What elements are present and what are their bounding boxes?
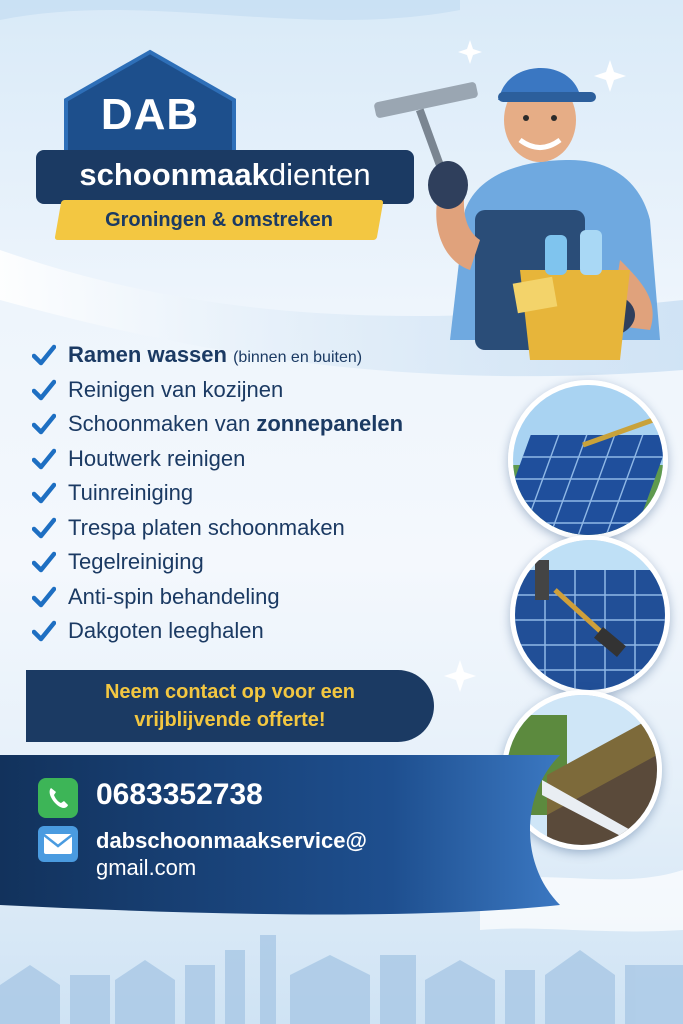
cta-line1: Neem contact op voor een (104, 681, 356, 703)
check-icon (32, 517, 56, 539)
list-item (32, 511, 502, 546)
mail-icon (38, 826, 78, 862)
service-label: Anti-spin behandeling (68, 583, 280, 609)
logo-name-rest: dienten (268, 157, 371, 192)
panel-cleaning-photo (510, 535, 670, 695)
list-item (32, 338, 502, 373)
cleaner-illustration (370, 40, 680, 370)
list-item (32, 442, 502, 477)
logo-name-bold: schoonmaak (79, 157, 269, 192)
check-icon (32, 344, 56, 366)
list-item (32, 407, 502, 442)
check-icon (32, 482, 56, 504)
service-label: Reinigen van kozijnen (68, 376, 284, 402)
service-label: Tegelreiniging (68, 549, 204, 575)
list-item (32, 476, 502, 511)
logo-region: Groningen & omstreken (105, 209, 333, 231)
service-label: Schoonmaken van zonnepanelen (68, 411, 404, 437)
phone-number[interactable]: 0683352738 (96, 778, 263, 811)
email-line2[interactable]: gmail.com (96, 855, 197, 880)
cta-text (26, 678, 434, 734)
check-icon (32, 448, 56, 470)
city-skyline (0, 925, 683, 1024)
check-icon (32, 413, 56, 435)
list-item (32, 580, 502, 615)
logo-brand: DAB (100, 90, 200, 139)
cta-line2: vrijblijvende offerte! (134, 709, 326, 731)
list-item (32, 614, 502, 649)
list-item (32, 373, 502, 408)
email-line1[interactable]: dabschoonmaakservice@ (96, 828, 367, 853)
service-label: Houtwerk reinigen (68, 445, 246, 471)
service-label: Ramen wassen (binnen en buiten) (68, 342, 363, 368)
service-label: Trespa platen schoonmaken (68, 514, 345, 540)
check-icon (32, 551, 56, 573)
service-label: Tuinreiniging (68, 480, 194, 506)
check-icon (32, 620, 56, 642)
services-list (32, 338, 502, 649)
solar-panel-photo (508, 380, 668, 540)
check-icon (32, 586, 56, 608)
list-item (32, 545, 502, 580)
phone-icon (38, 778, 78, 818)
check-icon (32, 379, 56, 401)
logo-name (36, 157, 414, 193)
service-label: Dakgoten leeghalen (68, 618, 264, 644)
